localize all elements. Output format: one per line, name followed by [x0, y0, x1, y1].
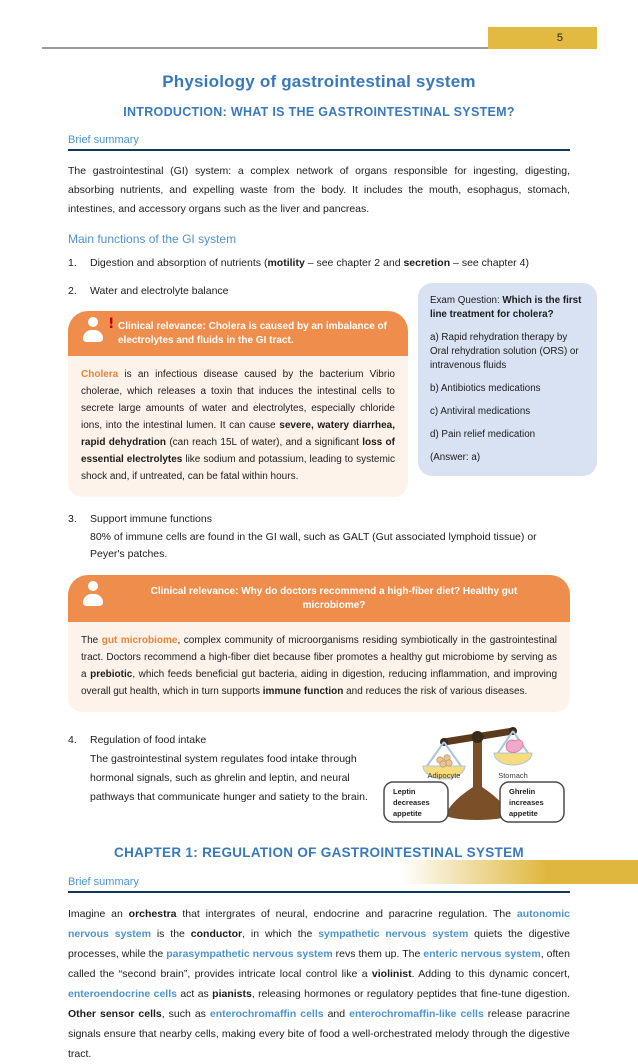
list-item-2: [68, 283, 408, 299]
page-number: 5: [556, 32, 563, 44]
exam-answer: (Answer: a): [430, 452, 481, 463]
adipocyte-icon: [437, 755, 452, 767]
page-title: Physiology of gastrointestinal system: [162, 72, 476, 91]
exam-question-box: [418, 283, 597, 476]
item2-column: [68, 283, 408, 497]
introduction-heading: INTRODUCTION: WHAT IS THE GASTROINTESTINAL SYSTEM?: [123, 105, 515, 119]
list-item-3: [68, 511, 570, 563]
list-item-detail: The gastrointestinal system regulates food intake through hormonal signals, such as ghrelin and leptin, and neural pathways that communicate hunger and satiety to the brain.: [90, 753, 368, 803]
right-pan-label: Stomach: [498, 771, 528, 780]
exam-option-d: d) Pain relief medication: [430, 429, 536, 440]
left-pan-label: Adipocyte: [427, 771, 461, 780]
list-item-title: Support immune functions: [90, 513, 212, 525]
clinical-relevance-callout-cholera: [68, 311, 408, 497]
ghrelin-line-1: Ghrelin: [509, 787, 536, 796]
list-item-number: 4.: [68, 734, 77, 746]
exam-question: Exam Question: Which is the first line treatment for cholera?: [430, 295, 582, 320]
clinical-relevance-callout-fiber: [68, 575, 570, 712]
list-item-number: 2.: [68, 285, 77, 297]
right-pan-bowl: [494, 753, 532, 765]
chapter-heading: CHAPTER 1: REGULATION OF GASTROINTESTINAL SYSTEM: [114, 845, 524, 860]
chapter-paragraph: Imagine an orchestra that intergrates of neural, endocrine and paracrine regulation. The autonomic nervous system is the conductor, in which the sympathetic nervous system quiets the digestive processes, while the parasympathetic nervous system revs them up. The enteric nervous system, often called the “second brain”, provides intricate local control like a violinist. Adding to this dynamic concert, enteroendocrine cells act as pianists, releasing hormones or regulatory peptides that fine-tune digestion. Other sensor cells, such as enterochromaffin cells and enterochromaffin-like cells release paracrine signals ensure that nearby cells, making every bite of food a well-orchestrated melody through the digestive tract.: [68, 908, 571, 1060]
footer-accent-bar: [400, 860, 638, 884]
ghrelin-label-box: [500, 782, 564, 822]
list-item-text: Water and electrolyte balance: [90, 285, 229, 297]
callout-body: The gut microbiome, complex community of microorganisms residing symbiotically in the gastrointestinal tract. Doctors recommend a high-fiber diet because fiber promotes a healthy gut microbiome by serving as a prebiotic, which feeds beneficial gut bacteria, aiding in digestion, reducing inflammation, and improving overall gut health, which in turn supports immune function and reduces the risk of various diseases.: [68, 622, 570, 712]
exam-option-c: c) Antiviral medications: [430, 406, 531, 417]
list-item-title: Regulation of food intake: [90, 734, 207, 746]
list-item-4-row: [68, 732, 570, 831]
chapter-brief-summary-label: Brief summary: [68, 876, 139, 888]
exam-option-a: a) Rapid rehydration therapy by Oral rehydration solution (ORS) or intravenous fluids: [430, 332, 579, 371]
brief-summary-label: Brief summary: [68, 134, 139, 146]
doctor-icon: [81, 317, 105, 342]
ghrelin-line-3: appetite: [509, 809, 538, 818]
callout-body: Cholera is an infectious disease caused by the bacterium Vibrio cholerae, which releases a toxin that induces the intestinal cells to secrete large amounts of water and electrolytes, especially chloride ions, into the intestinal lumen. It can cause severe, watery diarrhea, rapid dehydration (can reach 15L of water), and a significant loss of essential electrolytes like sodium and potassium, leading to systemic shock and, if untreated, can be fatal within hours.: [68, 356, 408, 497]
main-functions-heading: Main functions of the GI system: [68, 232, 237, 246]
leptin-label-box: [384, 782, 448, 822]
ghrelin-line-2: increases: [509, 798, 544, 807]
callout-header-text: Clinical relevance: Cholera is caused by an imbalance of electrolytes and fluids in the GI tract.: [118, 321, 387, 346]
exam-column: [418, 283, 597, 476]
brief-summary-rule: [68, 149, 570, 151]
list-item-number: 1.: [68, 257, 77, 269]
callout-header: [68, 575, 570, 622]
leptin-line-3: appetite: [393, 809, 422, 818]
balance-scale-illustration: [378, 724, 570, 826]
callout-header: [68, 311, 408, 356]
callout-header-text: Clinical relevance: Why do doctors recommend a high-fiber diet? Healthy gut microbiome?: [150, 586, 518, 611]
list-item-4: [68, 732, 378, 807]
list-item-number: 3.: [68, 513, 77, 525]
exam-option-b: b) Antibiotics medications: [430, 383, 541, 394]
scale-pivot: [472, 731, 484, 743]
list-item-1: [68, 255, 570, 271]
chapter-brief-summary-rule: [68, 891, 570, 893]
exclamation-icon: !: [108, 316, 115, 332]
list-item-text: [90, 732, 368, 807]
intro-paragraph: The gastrointestinal (GI) system: a complex network of organs responsible for ingesting, digesting, absorbing nutrients, and expelling waste from the body. It includes the mouth, esophagus, stomach, intestines, and accessory organs such as the liver and pancreas.: [68, 165, 570, 215]
stomach-icon: [506, 740, 523, 753]
list-item-detail: 80% of immune cells are found in the GI wall, such as GALT (Gut associated lymphoid tissue) or Peyer's patches.: [90, 531, 537, 560]
leptin-line-1: Leptin: [393, 787, 416, 796]
balance-illustration-container: [378, 724, 570, 831]
doctor-icon: [81, 581, 105, 606]
item2-and-exam-row: [68, 283, 597, 497]
leptin-line-2: decreases: [393, 798, 430, 807]
scale-post: [473, 736, 482, 796]
list-item-text: Digestion and absorption of nutrients (motility – see chapter 2 and secretion – see chapter 4): [90, 257, 529, 269]
